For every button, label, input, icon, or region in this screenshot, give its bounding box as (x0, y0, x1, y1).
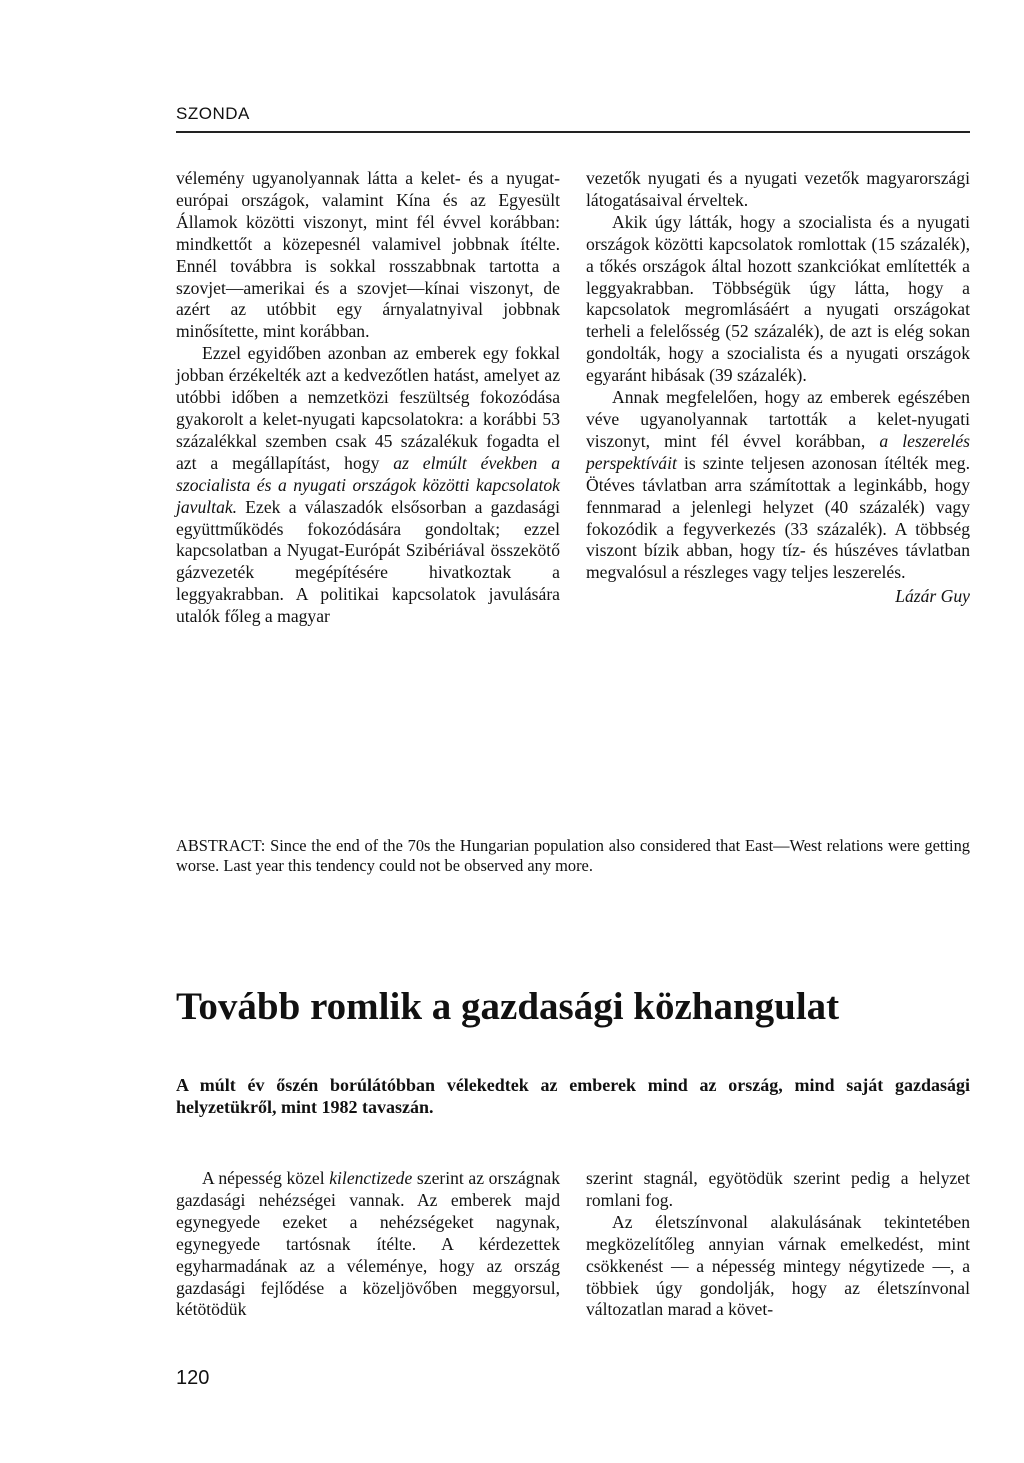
emphasis-text: kilenctizede (329, 1168, 413, 1188)
article2-column-right (586, 1168, 970, 1321)
paragraph (176, 168, 560, 343)
paragraph (176, 1168, 560, 1321)
article-title: Tovább romlik a gazdasági közhangulat (176, 985, 840, 1028)
paragraph (586, 1212, 970, 1322)
paragraph-text: Ezzel egyidőben azonban az emberek egy fokkal jobban érzékelték azt a kedvezőtlen hatást, amelyet az utóbbi időben a nemzetközi feszültség fokozódása gyakorolt a kelet-nyugati kapcsolatokra: a korábbi 53 százalékkal szemben csak 45 százalékuk fogadta el azt a megállapítást, hogy (176, 343, 560, 473)
article1-column-right (586, 168, 970, 608)
paragraph-text: Az életszínvonal alakulásának tekintetében megközelítőleg annyian várnak emelkedést, mint csökkenést — a népesség mintegy négytizede —, a többiek úgy gondolják, hogy az életszínvonal változatlan marad a követ- (586, 1211, 970, 1320)
header-rule (176, 131, 970, 133)
page-number: 120 (176, 1367, 210, 1389)
paragraph-text: Annak megfelelően, hogy az emberek egészében véve ugyanolyannak tartották a kelet-nyugati viszonyt, mint fél évvel korábban, (586, 387, 970, 451)
paragraph-text: Akik úgy látták, hogy a szocialista és a nyugati országok közötti kapcsolatok romlottak (15 százalék), a tőkés országok által hozott szankciókat említették a leggyakrabban. Többségük úgy látta, hogy a kapcsolatok megromlásáért a nyugati országokat terheli a felelősség (52 százalék), de azt is elég sokan gondolták, hogy a szocialista és a nyugati országok egyaránt hibásak (39 százalék). (586, 211, 970, 386)
paragraph (586, 168, 970, 212)
paragraph-text: A népesség közel (202, 1168, 330, 1188)
emphasis-text: a leszerelés perspektíváit (586, 430, 970, 473)
paragraph-text: szerint stagnál, egyötödük szerint pedig a helyzet romlani fog. (586, 1168, 970, 1210)
article1-column-left (176, 168, 560, 628)
paragraph-text: Ezek a válaszadók elsősorban a gazdasági együttműködés fokozódására gondoltak; ezzel kapcsolatban a Nyugat-Európát Szibériával összekötő gázvezeték megépítésére hivatkoztak a leggyakrabban. A politikai kapcsolatok javulására utalók főleg a magyar (176, 496, 560, 627)
paragraph-text: is szinte teljesen azonosan ítélték meg. Ötéves távlatban arra számítottak a leginkább, hogy fennmarad a jelenlegi helyzet (40 százalék) vagy fokozódik a fegyverkezés (33 százalék). A többség viszont bízik abban, hogy tíz- és húszéves távlatban megvalósul a részleges vagy teljes leszerelés. (586, 452, 970, 583)
abstract: ABSTRACT: Since the end of the 70s the Hungarian population also considered that East—West relations were getting worse. Last year this tendency could not be observed any more. (176, 836, 970, 875)
paragraph-text: vezetők nyugati és a nyugati vezetők magyarországi látogatásaival érveltek. (586, 168, 970, 210)
paragraph (586, 387, 970, 584)
author-signature: Lázár Guy (895, 586, 970, 607)
article2-column-left (176, 1168, 560, 1321)
running-head: SZONDA (176, 104, 250, 123)
article-lead: A múlt év őszén borúlátóbban vélekedtek az emberek mind az ország, mind saját gazdasági helyzetükről, mint 1982 tavaszán. (176, 1075, 970, 1117)
paragraph-text: vélemény ugyanolyannak látta a kelet- és a nyugat-európai országok, valamint Kína és az Egyesült Államok közötti viszonyt, mint fél évvel korábban: mindkettőt a közepesnél valamivel jobbnak ítélte. Ennél továbbra is sokkal rosszabbnak tartotta a szovjet—amerikai és a szovjet—kínai viszonyt, de azért az utóbbit egy árnyalatnyival jobbnak minősítette, mint korábban. (176, 168, 560, 342)
paragraph (586, 212, 970, 387)
paragraph (176, 343, 560, 628)
paragraph (586, 1168, 970, 1212)
emphasis-text: az elmúlt években a szocialista és a nyugati országok közötti kapcsolatok javultak. (176, 452, 560, 517)
paragraph-text: szerint az országnak gazdasági nehézségei vannak. Az emberek majd egynegyede ezeket a nehézségeket nagynak, egynegyede tartósnak ítélte. A kérdezettek egyharmadának az a véleménye, hogy az ország gazdasági fejlődése a közeljövőben meggyorsul, kétötödük (176, 1168, 560, 1320)
